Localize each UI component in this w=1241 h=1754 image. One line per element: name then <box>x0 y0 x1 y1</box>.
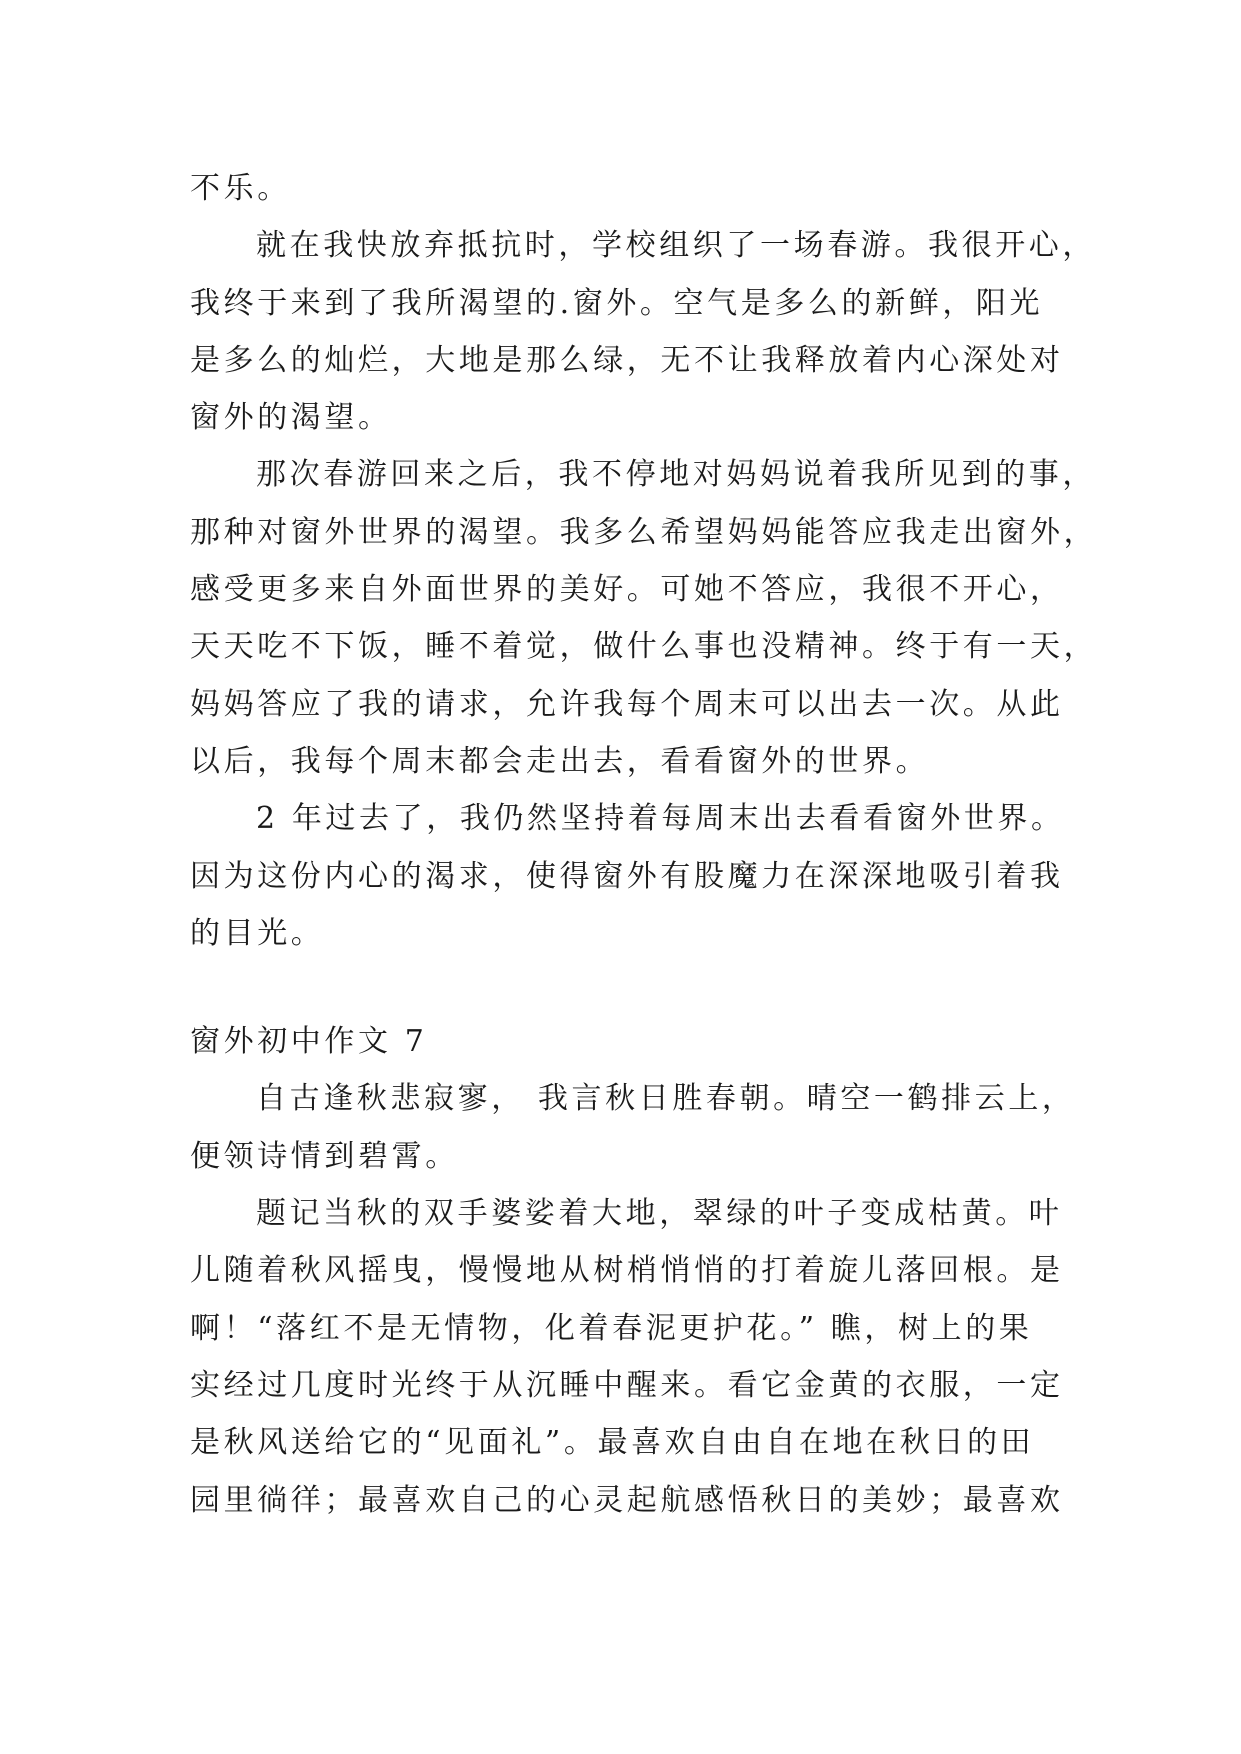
essay-title: 窗外初中作文 7 <box>190 1024 428 1060</box>
text-line: 就在我快放弃抵抗时，学校组织了一场春游。我很开心， <box>256 228 1096 264</box>
text-line: 园里徜徉；最喜欢自己的心灵起航感悟秋日的美妙；最喜欢 <box>190 1482 1064 1518</box>
text-line: 我终于来到了我所渴望的.窗外。空气是多么的新鲜，阳光 <box>190 285 1044 321</box>
text-line: 的目光。 <box>190 915 325 951</box>
paragraph-autumn <box>190 1185 1064 1529</box>
text-line: 是多么的灿烂，大地是那么绿，无不让我释放着内心深处对 <box>190 342 1064 378</box>
text-line: 天天吃不下饭，睡不着觉，做什么事也没精神。终于有一天， <box>190 629 1098 665</box>
paragraph-poem <box>190 1070 1076 1185</box>
text-line: 因为这份内心的渴求，使得窗外有股魔力在深深地吸引着我 <box>190 858 1064 894</box>
text-line: 感受更多来自外面世界的美好。可她不答应，我很不开心， <box>190 572 1064 608</box>
document-page <box>190 160 1098 1529</box>
text-line: 是秋风送给它的“见面礼”。最喜欢自由自在地在秋日的田 <box>190 1425 1035 1461</box>
text-line: 那次春游回来之后，我不停地对妈妈说着我所见到的事， <box>256 457 1096 493</box>
text-line: 妈妈答应了我的请求，允许我每个周末可以出去一次。从此 <box>190 686 1064 722</box>
paragraph-after-trip <box>190 446 1098 790</box>
text-line: 儿随着秋风摇曳，慢慢地从树梢悄悄的打着旋儿落回根。是 <box>190 1253 1064 1289</box>
text-line: 2 年过去了，我仍然坚持着每周末出去看看窗外世界。 <box>256 801 1065 837</box>
paragraph-two-years <box>190 790 1065 962</box>
text-line: 题记当秋的双手婆娑着大地，翠绿的叶子变成枯黄。叶 <box>256 1196 1063 1232</box>
text-line: 以后，我每个周末都会走出去，看看窗外的世界。 <box>190 743 930 779</box>
text-line: 那种对窗外世界的渴望。我多么希望妈妈能答应我走出窗外， <box>190 514 1098 550</box>
text-line: 啊！“落红不是无情物，化着春泥更护花。” 瞧，树上的果 <box>190 1310 1033 1346</box>
text-line: 不乐。 <box>190 171 291 206</box>
text-line: 便领诗情到碧霄。 <box>190 1138 459 1174</box>
paragraph-spring-trip <box>190 217 1096 446</box>
text-line: 自古逢秋悲寂寥， 我言秋日胜春朝。晴空一鹤排云上， <box>256 1081 1076 1117</box>
text-line: 窗外的渴望。 <box>190 400 392 436</box>
text-line: 实经过几度时光终于从沉睡中醒来。看它金黄的衣服，一定 <box>190 1367 1064 1403</box>
